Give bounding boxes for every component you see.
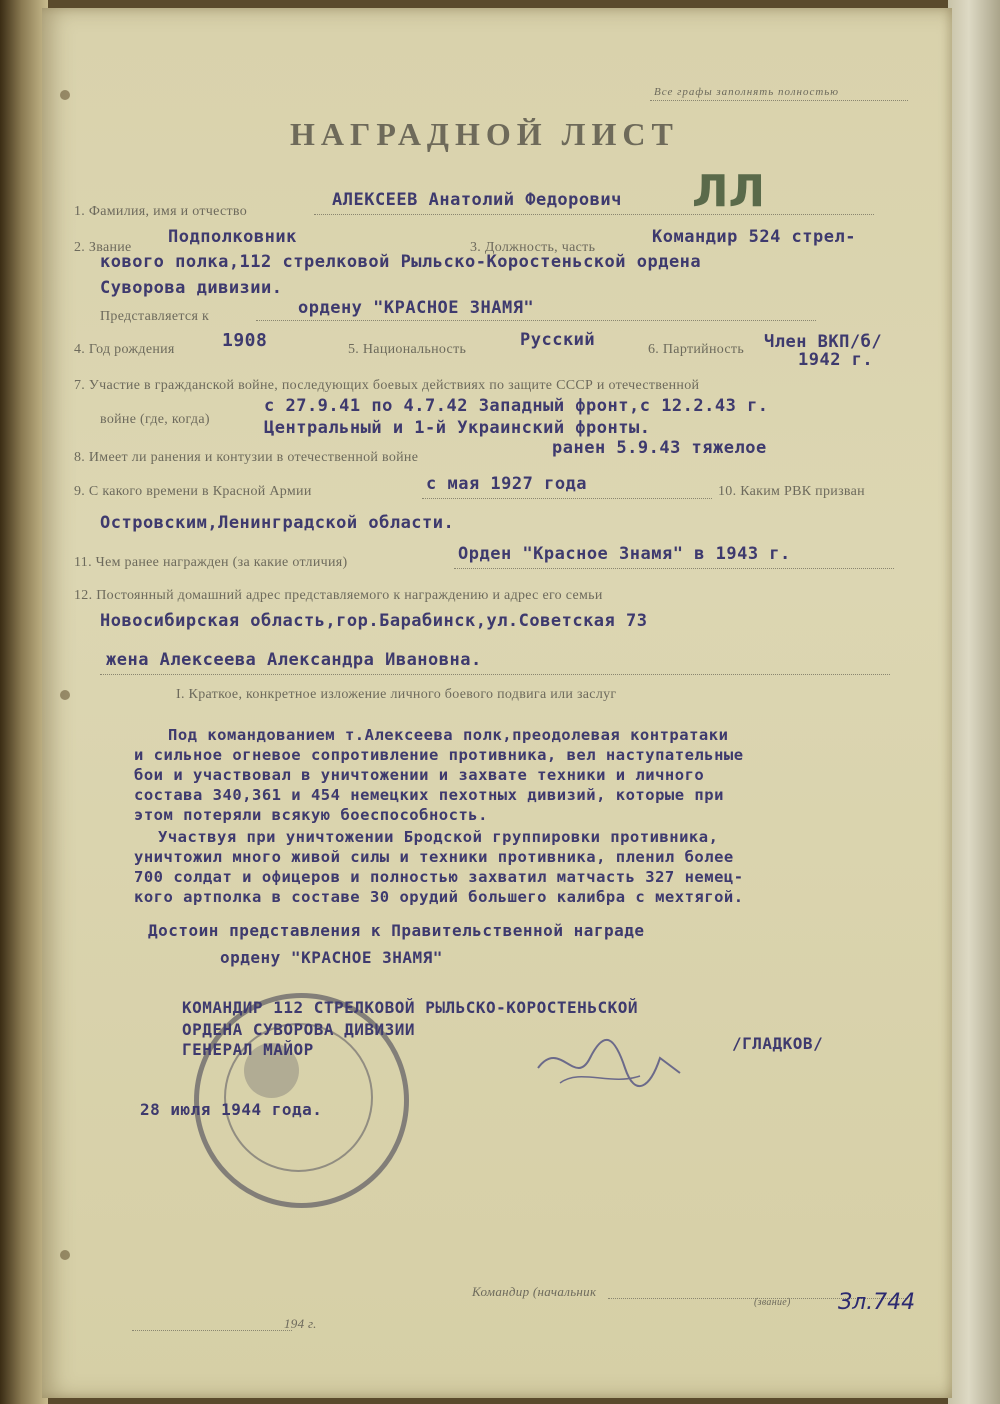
field-position-value-1: Командир 524 стрел-	[652, 227, 856, 247]
field-position-label: 3. Должность, часть	[470, 240, 596, 255]
field-awards-underline	[454, 568, 894, 569]
presented-value: ордену "КРАСНОЕ ЗНАМЯ"	[298, 298, 535, 318]
field-name-underline	[314, 214, 874, 215]
narrative-line: состава 340,361 и 454 немецких пехотных дивизий, которые при	[134, 786, 724, 804]
binder-hole	[60, 1250, 70, 1260]
field-party-value-1: Член ВКП/б/	[764, 332, 883, 352]
signature-line-3: ГЕНЕРАЛ МАЙОР	[182, 1040, 314, 1059]
archive-mark: Зл.744	[838, 1290, 916, 1315]
footer-commander-label: Командир (начальник	[472, 1284, 597, 1299]
field-rank-value: Подполковник	[168, 227, 297, 247]
field-nationality-label: 5. Национальность	[348, 342, 467, 357]
signature-line-2: ОРДЕНА СУВОРОВА ДИВИЗИИ	[182, 1020, 416, 1039]
footer-rank-label: (звание)	[754, 1297, 791, 1308]
presented-label: Представляется к	[100, 309, 210, 324]
narrative-line: Участвуя при уничтожении Бродской группировки противника,	[158, 828, 719, 846]
conclusion-line-1: Достоин представления к Правительственной награде	[148, 921, 645, 940]
field-nationality-value: Русский	[520, 330, 596, 350]
presented-underline	[256, 320, 816, 321]
signatory-name: /ГЛАДКОВ/	[732, 1034, 824, 1053]
field-awards-value: Орден "Красное Знамя" в 1943 г.	[458, 544, 791, 564]
field-wounds-value: ранен 5.9.43 тяжелое	[552, 438, 767, 458]
field-war-value-1: с 27.9.41 по 4.7.42 Западный фронт,с 12.2.43 г.	[264, 396, 769, 416]
field-address-label: 12. Постоянный домашний адрес представляемого к награждению и адрес его семьи	[74, 588, 603, 603]
field-war-value-2: Центральный и 1-й Украинский фронты.	[264, 418, 651, 438]
binder-hole	[60, 90, 70, 100]
narrative-line: и сильное огневое сопротивление противника, вел наступательные	[134, 746, 744, 764]
field-service-label: 9. С какого времени в Красной Армии	[74, 484, 312, 499]
field-birth-value: 1908	[222, 330, 268, 351]
field-wounds-label: 8. Имеет ли ранения и контузии в отечественной войне	[74, 450, 419, 465]
field-address-value-1: Новосибирская область,гор.Барабинск,ул.Советская 73	[100, 611, 648, 631]
narrative-line: Под командованием т.Алексеева полк,преодолевая контратаки	[168, 726, 729, 744]
narrative-line: этом потеряли всякую боеспособность.	[134, 806, 488, 824]
footer-year-label: 194 г.	[284, 1316, 317, 1331]
field-rvk-label: 10. Каким РВК призван	[718, 484, 865, 499]
field-service-underline	[422, 498, 712, 499]
section-heading: I. Краткое, конкретное изложение личного боевого подвига или заслуг	[176, 687, 617, 702]
narrative-line: бои и участвовал в уничтожении и захвате техники и личного	[134, 766, 705, 784]
field-position-value-3: Суворова дивизии.	[100, 278, 283, 298]
field-awards-label: 11. Чем ранее награжден (за какие отличия)	[74, 555, 348, 570]
pencil-mark: ЛЛ	[692, 166, 766, 217]
header-note: Все графы заполнять полностью	[654, 86, 840, 98]
narrative-line: уничтожил много живой силы и техники противника, пленил более	[134, 848, 734, 866]
signature-line-1: КОМАНДИР 112 СТРЕЛКОВОЙ РЫЛЬСКО-КОРОСТЕНЬСКОЙ	[182, 998, 638, 1017]
field-name-value: АЛЕКСЕЕВ Анатолий Федорович	[332, 190, 622, 210]
field-birth-label: 4. Год рождения	[74, 342, 175, 357]
field-rvk-value: Островским,Ленинградской области.	[100, 513, 455, 533]
narrative-line: кого артполка в составе 30 орудий большего калибра с мехтягой.	[134, 888, 744, 906]
binder-hole	[60, 690, 70, 700]
page-stack-edge	[948, 0, 1000, 1404]
field-rank-label: 2. Звание	[74, 240, 132, 255]
field-position-value-2: кового полка,112 стрелковой Рыльско-Коростеньской ордена	[100, 252, 702, 272]
field-address-value-2: жена Алексеева Александра Ивановна.	[106, 650, 482, 670]
binder-spine	[0, 0, 48, 1404]
signature-date: 28 июля 1944 года.	[140, 1100, 323, 1119]
footer-year-underline	[132, 1330, 292, 1331]
narrative-line: 700 солдат и офицеров и полностью захватил матчасть 327 немец-	[134, 868, 744, 886]
document-title: НАГРАДНОЙ ЛИСТ	[290, 116, 679, 152]
field-party-value-2: 1942 г.	[798, 350, 874, 370]
field-party-label: 6. Партийность	[648, 342, 744, 357]
field-service-value: с мая 1927 года	[426, 474, 588, 494]
field-war-label-1: 7. Участие в гражданской войне, последующих боевых действиях по защите СССР и отечественной	[74, 378, 700, 393]
field-address-underline	[100, 674, 890, 675]
header-note-underline	[650, 100, 908, 101]
field-name-label: 1. Фамилия, имя и отчество	[74, 204, 248, 219]
conclusion-line-2: ордену "КРАСНОЕ ЗНАМЯ"	[220, 948, 443, 967]
award-sheet-page	[42, 8, 952, 1398]
handwritten-signature	[530, 1028, 690, 1098]
field-war-label-2: войне (где, когда)	[100, 412, 210, 427]
